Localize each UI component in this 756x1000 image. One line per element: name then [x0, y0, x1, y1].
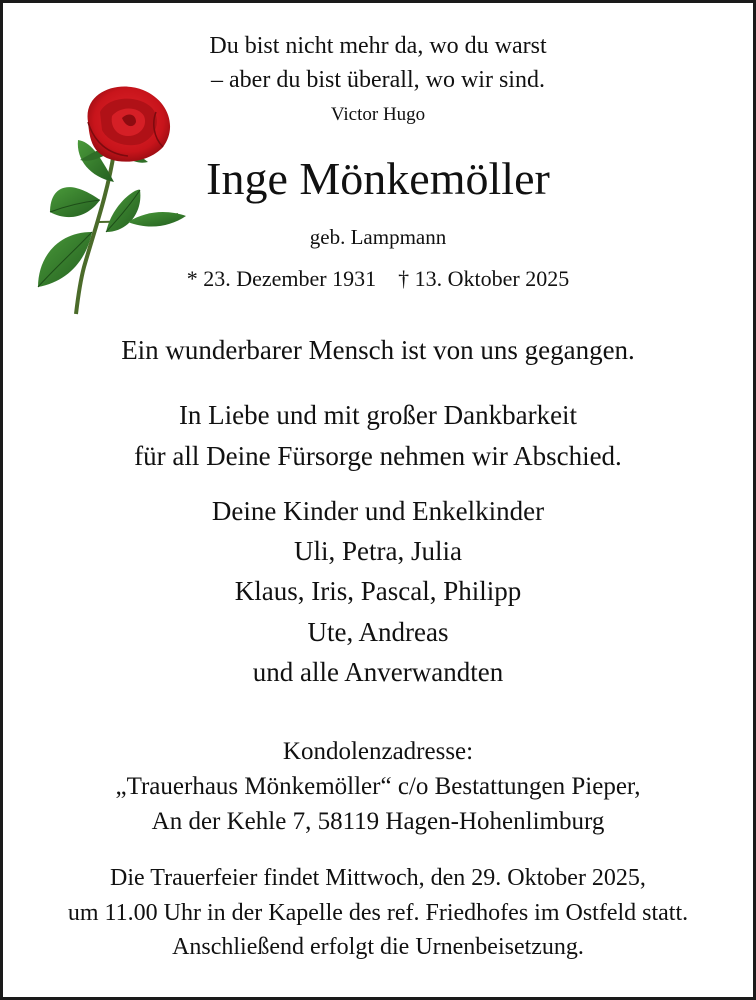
quote-line-1: Du bist nicht mehr da, wo du warst	[209, 33, 547, 59]
family-line-2: Uli, Petra, Julia	[294, 536, 462, 566]
message-line-2: In Liebe und mit großer Dankbarkeit	[178, 400, 578, 430]
death-date: † 13. Oktober 2025	[398, 266, 570, 291]
quote-line-2: – aber du bist überall, wo wir sind.	[211, 67, 545, 93]
deceased-name: Inge Mönkemöller	[206, 153, 550, 204]
family-line-5: und alle Anverwandten	[252, 657, 504, 687]
maiden-name: geb. Lampmann	[309, 225, 447, 249]
life-dates	[0, 266, 756, 292]
quote-author: Victor Hugo	[330, 104, 426, 125]
family-line-4: Ute, Andreas	[307, 617, 449, 647]
family-line-3: Klaus, Iris, Pascal, Philipp	[234, 576, 522, 606]
funeral-line-2: um 11.00 Uhr in der Kapelle des ref. Friedhofes im Ostfeld statt.	[67, 900, 689, 926]
family-line-1: Deine Kinder und Enkelkinder	[211, 496, 545, 526]
message-line-1: Ein wunderbarer Mensch ist von uns gegangen.	[121, 335, 635, 365]
condolence-line-2: An der Kehle 7, 58119 Hagen-Hohenlimburg	[151, 808, 605, 835]
message-line-3: für all Deine Fürsorge nehmen wir Abschied.	[134, 441, 622, 471]
funeral-line-1: Die Trauerfeier findet Mittwoch, den 29. Oktober 2025,	[110, 865, 646, 891]
condolence-line-1: „Trauerhaus Mönkemöller“ c/o Bestattungen Pieper,	[115, 773, 641, 800]
funeral-line-3: Anschließend erfolgt die Urnenbeisetzung.	[172, 934, 584, 960]
condolence-label: Kondolenzadresse:	[282, 738, 474, 765]
birth-date: * 23. Dezember 1931	[186, 266, 377, 291]
